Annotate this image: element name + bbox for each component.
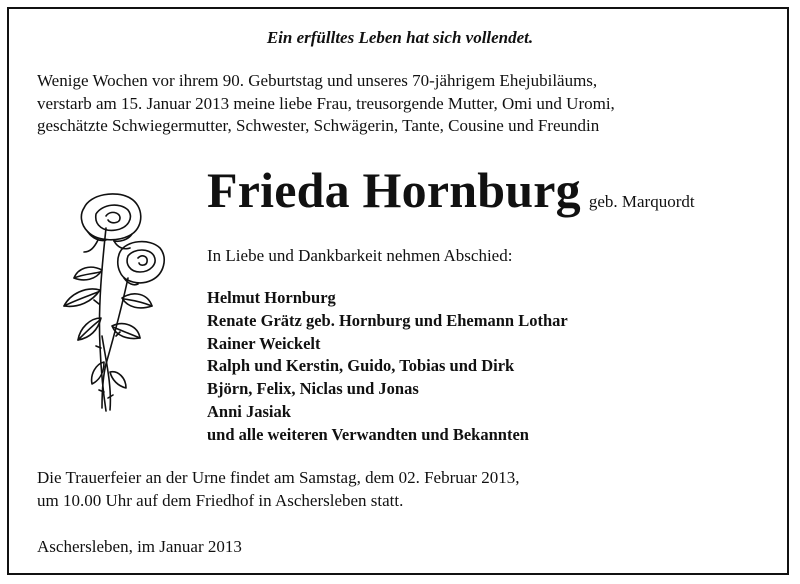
- motto-heading: Ein erfülltes Leben hat sich vollendet.: [266, 28, 534, 47]
- mourners-list: [207, 287, 568, 447]
- farewell-line: In Liebe und Dankbarkeit nehmen Abschied:: [207, 246, 513, 265]
- service-info: [37, 466, 519, 512]
- rose-icon: [40, 186, 170, 416]
- place-date: Aschersleben, im Januar 2013: [37, 537, 242, 556]
- list-item: Anni Jasiak: [207, 401, 291, 421]
- list-item: Rainer Weickelt: [207, 333, 321, 353]
- intro-paragraph: [37, 70, 615, 138]
- intro-line: Wenige Wochen vor ihrem 90. Geburtstag und unseres 70-jährigem Ehejubiläums,: [37, 71, 598, 90]
- list-item: Helmut Hornburg: [207, 288, 336, 307]
- service-line: um 10.00 Uhr auf dem Friedhof in Aschersleben statt.: [37, 491, 404, 510]
- deceased-name: Frieda Hornburg: [207, 162, 581, 218]
- birth-name: geb. Marquordt: [588, 192, 695, 211]
- list-item: Björn, Felix, Niclas und Jonas: [207, 379, 419, 399]
- intro-line: geschätzte Schwiegermutter, Schwester, Schwägerin, Tante, Cousine und Freundin: [37, 116, 600, 135]
- list-item: und alle weiteren Verwandten und Bekannten: [207, 424, 529, 444]
- deceased-name-line: [207, 160, 695, 220]
- service-line: Die Trauerfeier an der Urne findet am Samstag, dem 02. Februar 2013,: [37, 468, 520, 487]
- list-item: Ralph und Kerstin, Guido, Tobias und Dirk: [207, 356, 515, 376]
- intro-line: verstarb am 15. Januar 2013 meine liebe Frau, treusorgende Mutter, Omi und Uromi,: [37, 93, 615, 113]
- list-item: Renate Grätz geb. Hornburg und Ehemann Lothar: [207, 310, 568, 330]
